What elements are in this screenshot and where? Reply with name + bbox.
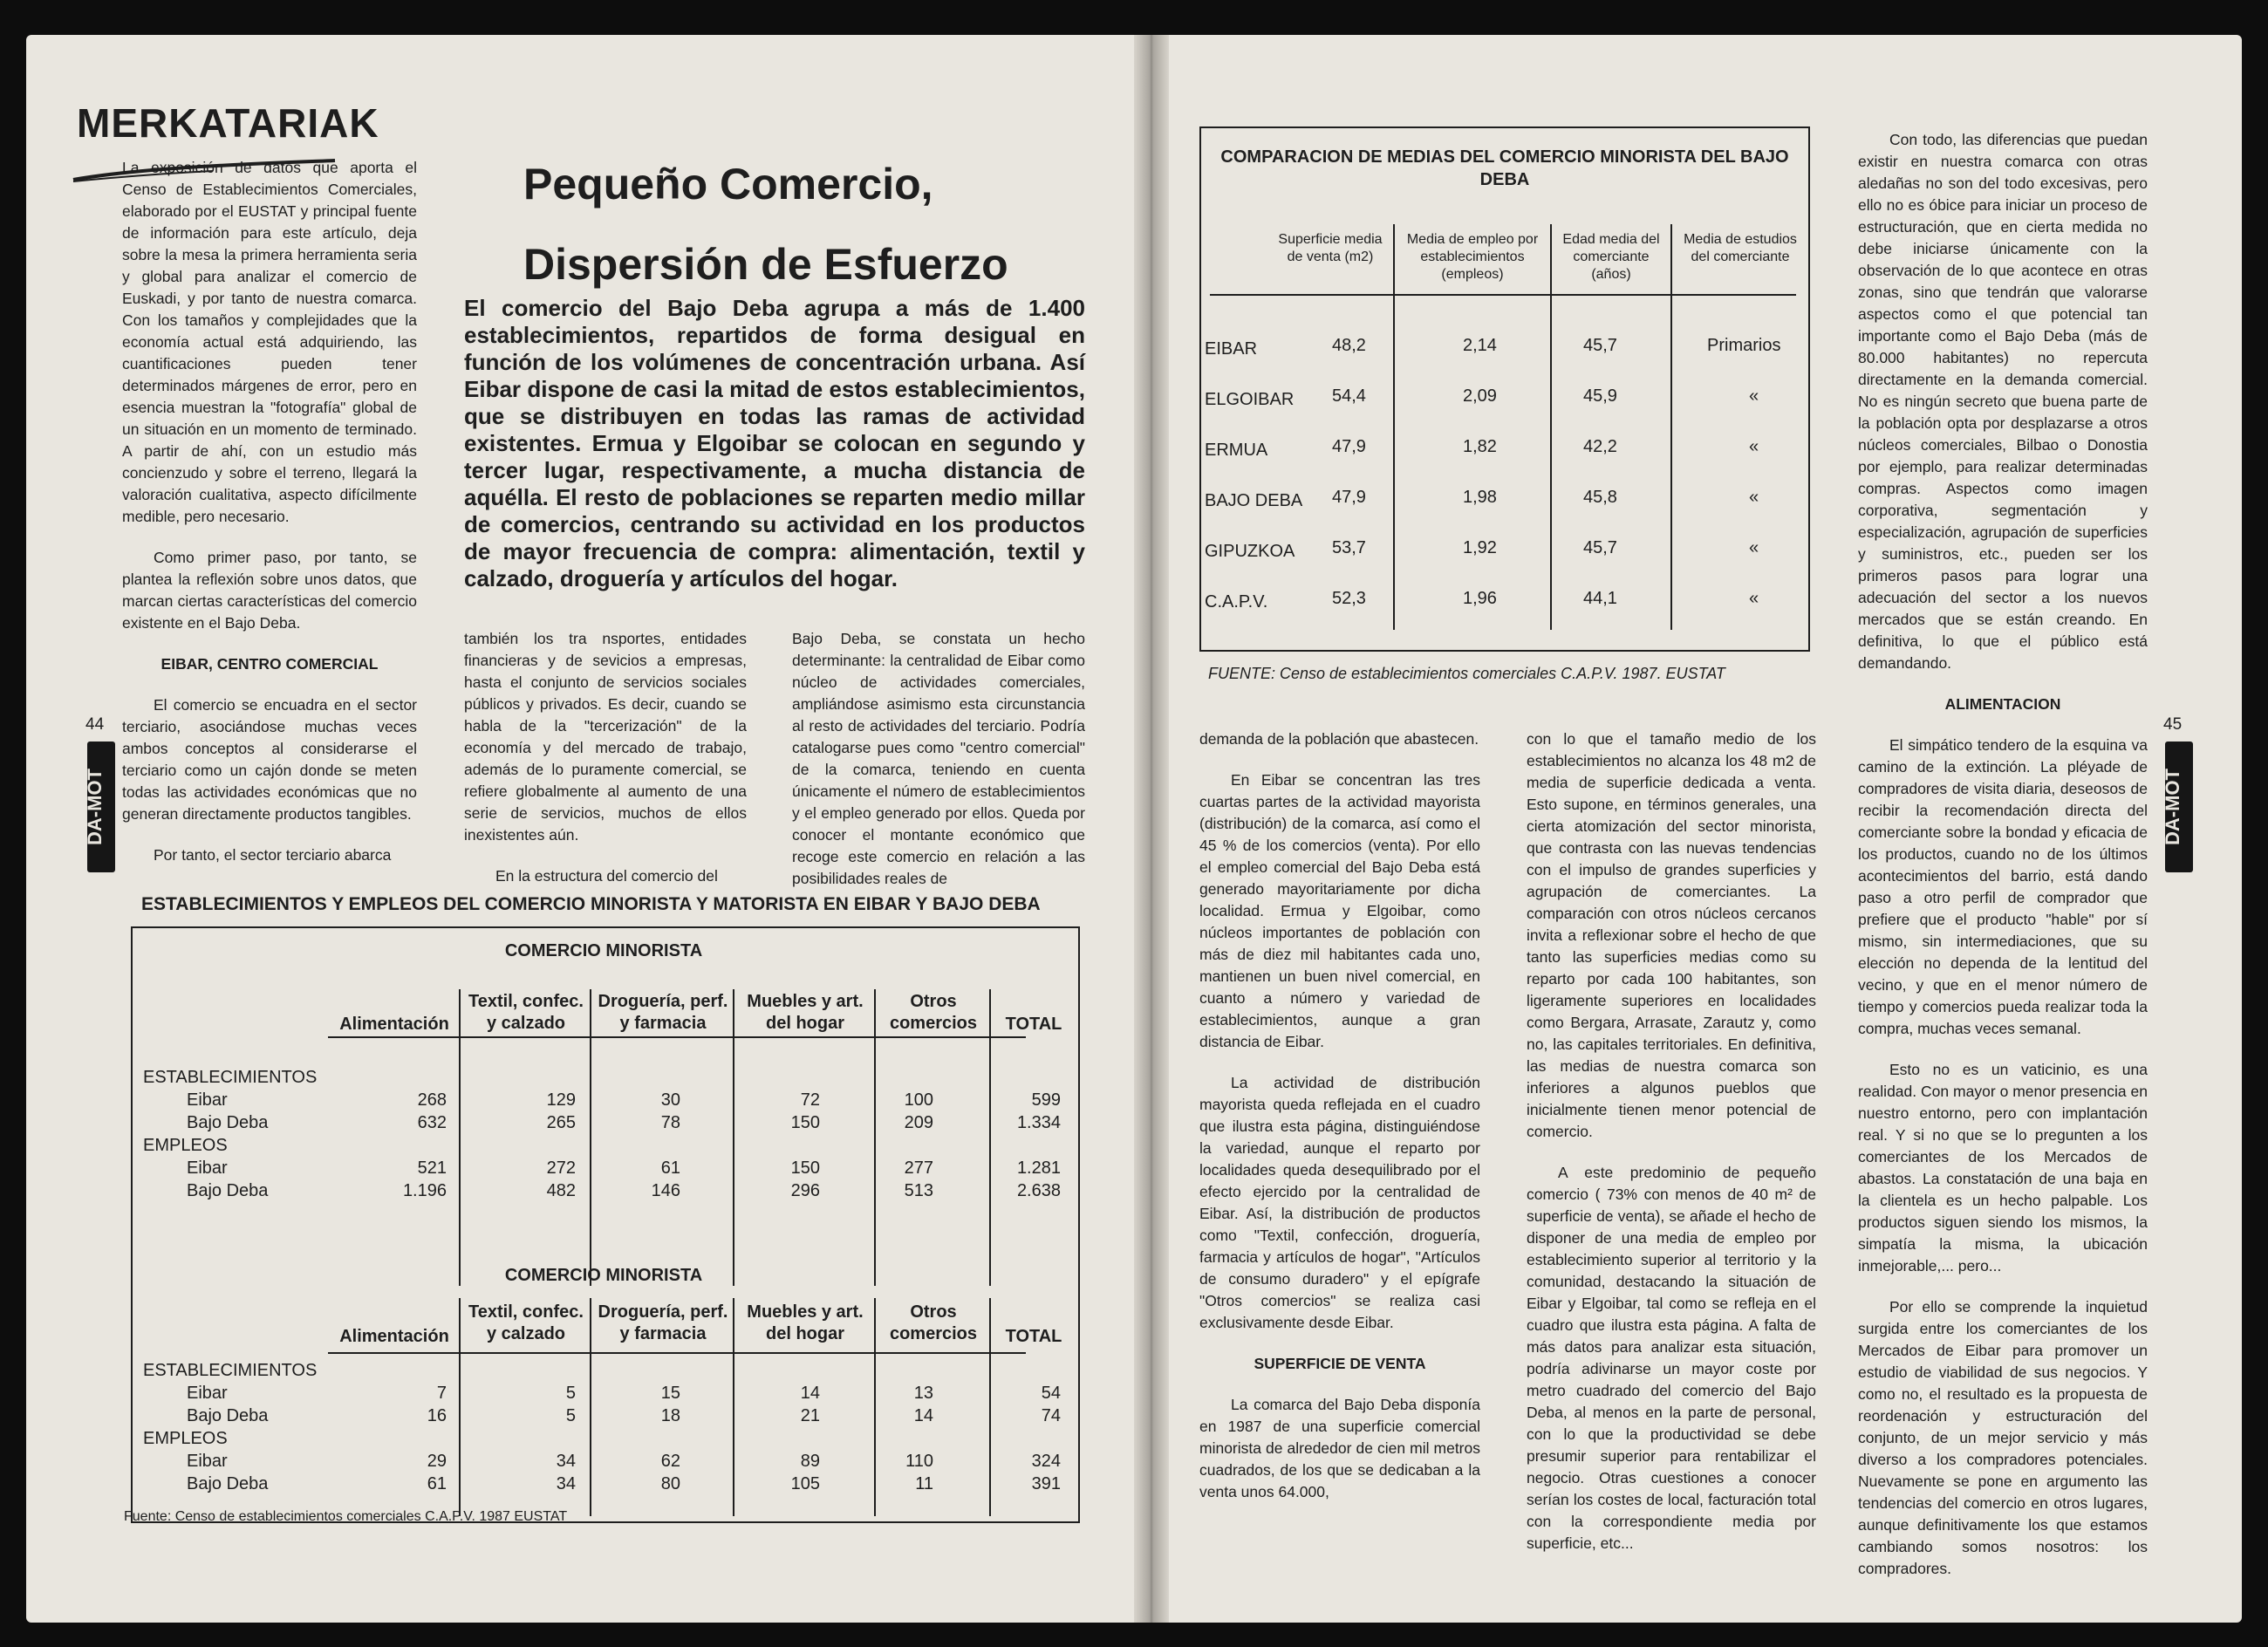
row-label: Bajo Deba [187,1113,269,1132]
table-cell: 61 [427,1474,447,1493]
table-cell: 632 [417,1113,447,1132]
paragraph: En la estructura del comercio del [495,867,718,885]
table-cell: 53,7 [1332,538,1366,557]
row-label: C.A.P.V. [1205,592,1268,612]
table-cell: « [1749,538,1759,557]
table-cell: 2,14 [1463,336,1497,355]
right-column-2 [1527,728,1816,1574]
left-column-3 [792,628,1085,909]
row-group-label: EMPLEOS [143,1136,228,1155]
table-cell: 54,4 [1332,386,1366,406]
table-cell: « [1749,488,1759,507]
paragraph: El simpático tendero de la esquina va camino de la extinción. La pléyade de compradores de visita diaria, deseosos de recibir la recomendación directa del comerciante sobre la bondad y eficacia de los productos, cuando no de los últimos acontecimientos del barrio, está dando paso a otro perfil de comprador que prefiere que el producto "hable" por sí mismo, sin intermediaciones, que su elección no dependa de la lentitud del vecino, y que en el menor número de tiempo y comercios pueda realizar toda la compra, muchas veces semanal. [1858,736,2148,1037]
table-cell: 391 [1031,1474,1061,1493]
table-cell: 1.196 [402,1181,447,1200]
table-cell: 599 [1031,1090,1061,1110]
table-cell: 2,09 [1463,386,1497,406]
side-tab-right [2162,741,2193,872]
table-cell: 14 [800,1384,820,1403]
paragraph: Por tanto, el sector terciario abarca [154,846,392,864]
column-header: Media de empleo por establecimientos (empleos) [1406,232,1539,282]
paragraph: En Eibar se concentran las tres cuartas partes de la actividad mayorista (distribución) de la comarca, así como el 45 % de los comercios (venta). Por ello el empleo comercial del Bajo Deba está generado mayoritariamente por dicha localidad. Ermua y Elgoibar, como núcleos importantes de población con más de diez mil habitantes cada uno, mantienen un buen nivel comercial, en cuanto a número y variedad de establecimientos, aunque a gran distancia de Eibar. [1199,771,1480,1050]
table-cell: 45,8 [1583,488,1617,507]
table-cell: 105 [790,1474,820,1493]
paragraph: El comercio se encuadra en el sector terciario, asociándose muchas veces ambos conceptos al considerarse el terciario como un cajón donde se meten todas las actividades económicas que no generan directamente productos tangibles. [122,696,417,823]
magazine-gutter [1134,35,1169,1623]
table-cell: 482 [546,1181,576,1200]
row-label: Bajo Deba [187,1474,269,1493]
table-cell: 209 [904,1113,933,1132]
table-cell: 146 [651,1181,680,1200]
table-cell: 150 [790,1158,820,1178]
row-label: Bajo Deba [187,1181,269,1200]
right-column-1 [1199,728,1480,1522]
table-cell: 11 [915,1474,933,1493]
paragraph: Por ello se comprende la inquietud surgida entre los comerciantes de los Mercados de Eibar para promover un estudio de viabilidad de sus negocios. Y como no, el resultado es la propuesta de reordenación y estructuración del conjunto, de un mejor servicio y más diverso a los compradores potenciales. Nuevamente se pone en argumento las tendencias del comercio en otros lugares, aunque definitivamente los que estamos cambiando somos nosotros: los compradores. [1858,1298,2148,1577]
row-group-label: ESTABLECIMIENTOS [143,1361,318,1380]
column-header: Textil, confec. y calzado [468,1302,584,1343]
table-cell: « [1749,437,1759,456]
table-cell: 1,82 [1463,437,1497,456]
table-cell: 34 [556,1452,576,1471]
paragraph: Esto no es un vaticinio, es una realidad. Con mayor o menor presencia en nuestro entorno, pero con implantación real. Y si no que se lo pregunten a los comerciantes de los Mercados de abastos. La constatación de una baja en la clientela es un hecho palpable. Los productos siguen siendo los mismos, la simpatía la misma, la ubicación inmejorable,... pero... [1858,1061,2148,1275]
table-cell: 18 [660,1406,680,1425]
table-cell: 78 [660,1113,680,1132]
table-source: Fuente: Censo de establecimientos comerciales C.A.P.V. 1987 EUSTAT [124,1509,568,1524]
table-cell: 34 [556,1474,576,1493]
column-header: Muebles y art. del hogar [747,992,864,1033]
section-heading: ALIMENTACION [1944,695,2061,713]
title-line-1: Pequeño Comercio, [523,160,933,208]
paragraph: Como primer paso, por tanto, se plantea la reflexión sobre unos datos, que marcan ciertas características del comercio existente en el Bajo Deba. [122,549,417,632]
side-tab-text: DA-MOT [2162,769,2183,845]
left-column-2 [464,628,747,906]
table-cell: 42,2 [1583,437,1617,456]
table-cell: 521 [417,1158,447,1178]
table-cell: 5 [565,1384,576,1403]
table-cell: 272 [546,1158,576,1178]
row-label: ERMUA [1205,441,1268,460]
table-cell: 54 [1041,1384,1061,1403]
section-heading: EIBAR, CENTRO COMERCIAL [161,655,379,673]
table-cell: 62 [660,1452,680,1471]
row-label: Eibar [187,1090,228,1110]
paragraph: A este predominio de pequeño comercio ( 73% con menos de 40 m² de superficie de venta), se añade el hecho de disponer de una media de empleo por establecimiento superior al territorio y la comunidad, destacando la situación de Eibar y Elgoibar, tal como se refleja en el cuadro que ilustra esta página. A falta de más datos para analizar esta situación, podría adivinarse un mayor coste por metro cuadrado del comercio del Bajo Deba, al menos en la parte de personal, con lo que la productividad se debe presumir superior para rentabilizar el negocio. Otras cuestiones a conocer serían los costes de local, facturación total con la correspondiente media por superficie, etc... [1527,1164,1816,1552]
row-group-label: ESTABLECIMIENTOS [143,1068,318,1087]
section-logo: MERKATARIAK [77,100,379,146]
table-cell: 15 [660,1384,680,1403]
side-tab-text: DA-MOT [84,769,106,845]
table-cell: 80 [660,1474,680,1493]
table-cell: 61 [660,1158,680,1178]
column-header: Alimentación [339,1327,449,1346]
paragraph: con lo que el tamaño medio de los establecimientos no alcanza los 48 m2 de media de superficie dedicada a venta. Esto supone, en términos generales, una cierta atomización del sector minorista, que contrasta con las nuevas tendencias con el impulso de grandes superficies y agrupación de comerciantes. La comparación con otros núcleos cercanos invita a reflexionar sobre el hecho de que tanto las superficies medias como su reparto por cada 100 habitantes, son ligeramente superiores en localidades como Bergara, Arrasate, Zarautz y, como no, las capitales territoriales. En definitiva, las medias de nuestra comarca son inferiores a algunos pueblos que inicialmente tienen menor potencial de comercio. [1527,730,1816,1140]
table-cell: 5 [565,1406,576,1425]
column-header: Muebles y art. del hogar [747,1302,864,1343]
article-title [523,144,1082,304]
table-caption: COMERCIO MINORISTA [504,1266,703,1285]
table-cell: 110 [905,1452,933,1471]
column-header: Droguería, perf. y farmacia [598,992,728,1033]
table-cell: 277 [904,1158,933,1178]
table-cell: 7 [436,1384,447,1403]
table-cell: 100 [904,1090,933,1110]
section-heading: SUPERFICIE DE VENTA [1254,1355,1426,1372]
paragraph: Con todo, las diferencias que puedan existir en nuestra comarca con otras aledañas no son del todo excesivas, pero ello no es óbice para iniciar un proceso de estructuración, que en cierta medida no debe iniciarse únicamente con la observación de lo que acontece en otras zonas, sino que tendrán que valorarse aspectos como el que potencial tan importante como el Bajo Deba (más de 80.000 habitantes) no repercuta directamente en la demanda comercial. No es ningún secreto que buena parte de la población opta por desplazarse a otros núcleos comerciales, Bilbao o Donostia por ejemplo, para realizar determinadas compras. Aspectos como imagen corporativa, segmentación y especialización, agrupación de superficies y suministros, etc., pueden ser los primeros pasos para lograr una adecuación del sector a los nuevos mercados que se están creando. En definitiva, lo que el público está demandando. [1858,131,2148,672]
table-cell: 150 [790,1113,820,1132]
table-cell: « [1749,386,1759,406]
table-cell: « [1749,589,1759,608]
page-number-right: 45 [2163,715,2183,734]
table-cell: 30 [660,1090,680,1110]
article-lead: El comercio del Bajo Deba agrupa a más de 1.400 establecimientos, repartidos de forma desigual en función de los volúmenes de concentración urbana. Así Eibar dispone de casi la mitad de estos establecimientos, que se distribuyen en todas las ramas de actividad existentes. Ermua y Elgoibar se colocan en segundo y tercer lugar, respectivamente, a mucha distancia de aquélla. El resto de poblaciones se reparten medio millar de comercios, centrando su actividad en los productos de mayor frecuencia de compra: alimentación, textil y calzado, droguería y artículos del hogar. [464,295,1085,591]
table-cell: 47,9 [1332,437,1366,456]
table-cell: 265 [546,1113,576,1132]
paragraph: también los tra nsportes, entidades financieras y de sevicios a empresas, hasta el conjunto de servicios sociales públicos y privados. Es decir, cuando se habla de la "tercerización" de la economía y del mercado de trabajo, además de lo puramente comercial, se refiere globalmente al aumento de una serie de servicios, muchos de ellos inexistentes aún. [464,630,747,844]
row-label: Eibar [187,1452,228,1471]
comparison-source: FUENTE: Censo de establecimientos comerciales C.A.P.V. 1987. EUSTAT [1208,665,1725,682]
table-cell: 89 [800,1452,820,1471]
table-cell: 45,9 [1583,386,1617,406]
table-cell: 16 [427,1406,447,1425]
table-cell: 13 [913,1384,933,1403]
table-cell: 45,7 [1583,336,1617,355]
table-cell: 45,7 [1583,538,1617,557]
column-header: Otros comercios [889,1302,978,1343]
paragraph: La actividad de distribución mayorista queda reflejada en el cuadro que ilustra esta página, distinguiéndose la variedad, aunque el reparto por localidades queda desequilibrado por el efecto ejercido por la centralidad de Eibar. Así, la distribución de productos como "Textil, confección, droguería, farmacia y artículos de hogar", "Artículos de consumo duradero" y el epígrafe "Otros comercios" se realiza casi exclusivamente desde Eibar. [1199,1074,1480,1331]
table-cell: 74 [1041,1406,1061,1425]
comparison-title: COMPARACION DE MEDIAS DEL COMERCIO MINORISTA DEL BAJO DEBA [1220,147,1789,189]
table-cell: 1,92 [1463,538,1497,557]
table-cell: 2.638 [1016,1181,1061,1200]
paragraph: demanda de la población que abastecen. [1199,730,1479,748]
table-cell: 21 [800,1406,820,1425]
table-minorista-1 [131,926,1076,1232]
column-header: Otros comercios [889,992,978,1033]
row-label: GIPUZKOA [1205,542,1295,561]
right-column-3 [1858,129,2148,1599]
column-header: Alimentación [339,1015,449,1034]
table-cell: 1.281 [1016,1158,1061,1178]
side-tab-left [84,741,115,872]
row-label: BAJO DEBA [1205,491,1303,510]
table-cell: 52,3 [1332,589,1366,608]
table-cell: Primarios [1707,336,1781,355]
row-label: Eibar [187,1384,228,1403]
table-cell: 324 [1031,1452,1061,1471]
row-label: EIBAR [1205,339,1258,359]
row-label: Bajo Deba [187,1406,269,1425]
column-header: Edad media del comerciante (años) [1562,232,1660,282]
table-cell: 72 [800,1090,820,1110]
column-header: Textil, confec. y calzado [468,992,584,1033]
table-cell: 129 [546,1090,576,1110]
table-cell: 44,1 [1583,589,1617,608]
table-cell: 1.334 [1016,1113,1061,1132]
table-minorista-2 [131,1239,1076,1518]
comparison-table [1199,126,1810,652]
table-cell: 268 [417,1090,447,1110]
column-header: Droguería, perf. y farmacia [598,1302,728,1343]
title-line-2: Dispersión de Esfuerzo [523,240,1008,289]
column-header: Superficie media de venta (m2) [1278,232,1383,264]
page-number-left: 44 [85,715,105,734]
row-label: Eibar [187,1158,228,1178]
table-cell: 47,9 [1332,488,1366,507]
row-group-label: EMPLEOS [143,1429,228,1448]
table-cell: 513 [904,1181,933,1200]
column-header: TOTAL [1005,1327,1062,1346]
table-caption: COMERCIO MINORISTA [504,941,703,960]
table-cell: 296 [790,1181,820,1200]
table-cell: 1,96 [1463,589,1497,608]
table-cell: 29 [427,1452,447,1471]
paragraph: Bajo Deba, se constata un hecho determinante: la centralidad de Eibar como núcleo de actividades comerciales, ampliándose asimismo esta circunstancia al resto de actividades del terciario. Podría catalogarse pues como "centro comercial" de la comarca, teniendo en cuenta únicamente el número de establecimientos y el empleo generado por ellos. Queda por conocer el montante económico que recoge este comercio en relación a las posibilidades reales de [792,630,1085,887]
tables-title: ESTABLECIMIENTOS Y EMPLEOS DEL COMERCIO MINORISTA Y MATORISTA EN EIBAR Y BAJO DEBA [141,894,1041,914]
left-column-1 [122,157,417,885]
table-cell: 1,98 [1463,488,1497,507]
paragraph: La comarca del Bajo Deba disponía en 1987 de una superficie comercial minorista de alrededor de cien mil metros cuadrados, de los que se dedicaban a la venta unos 64.000, [1199,1396,1480,1500]
table-cell: 14 [913,1406,933,1425]
column-header: TOTAL [1005,1015,1062,1034]
row-label: ELGOIBAR [1205,390,1295,409]
paragraph: La exposición de datos que aporta el Censo de Establecimientos Comerciales, elaborado por el EUSTAT y principal fuente de información para este artículo, deja sobre la mesa la primera herramienta seria y global para analizar el comercio de Euskadi, y por tanto de nuestra comarca. Con los tamaños y complejidades que la economía actual está adquiriendo, las cuantificaciones pueden tener determinados márgenes de error, pero en esencia muestran la "fotografía" global de un situación en un momento de terminado. A partir de ahí, con un estudio más concienzudo y sobre el terreno, llegará la valoración cualitativa, aspecto difícilmente medible, pero necesario. [122,159,417,525]
table-cell: 48,2 [1332,336,1366,355]
column-header: Media de estudios del comerciante [1684,232,1797,264]
